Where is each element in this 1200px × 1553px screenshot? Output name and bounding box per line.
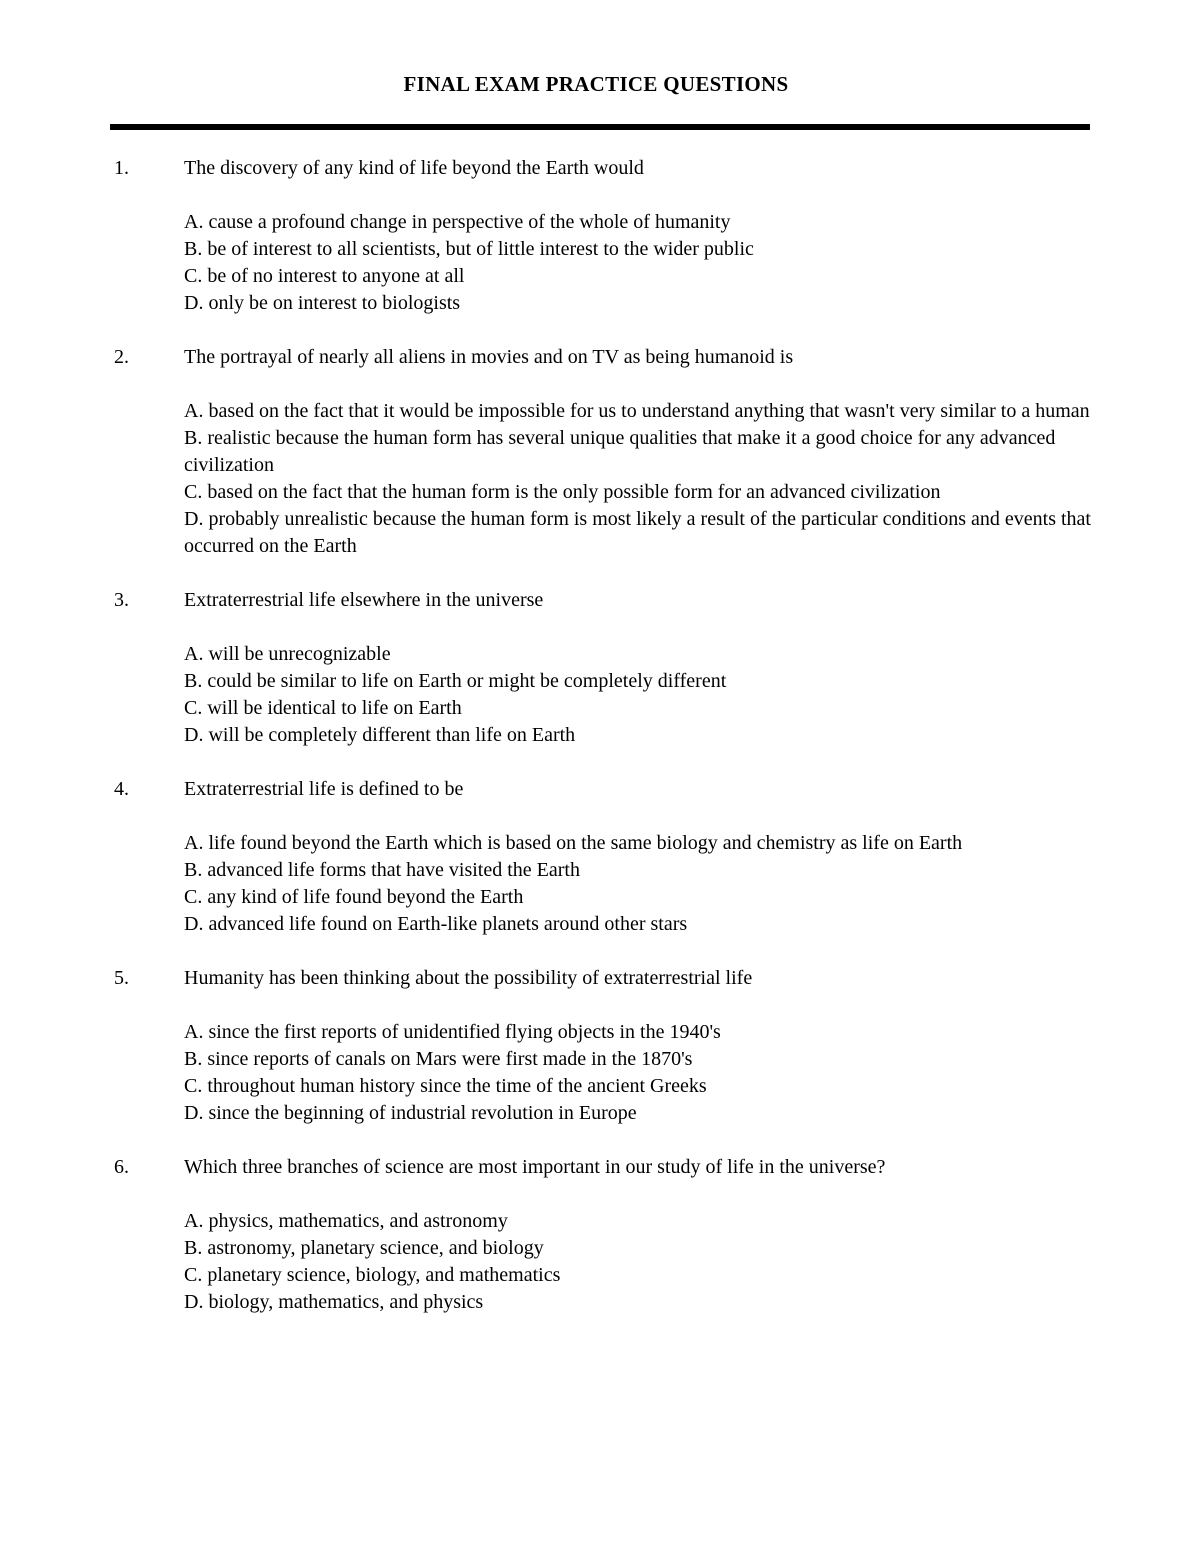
answer-option-b: B. advanced life forms that have visited the Earth	[184, 859, 580, 881]
question-number: 3.	[114, 589, 129, 611]
answer-options	[184, 209, 1120, 317]
answer-option-b: B. astronomy, planetary science, and biology	[184, 1237, 544, 1259]
answer-option-a: A. cause a profound change in perspective of the whole of humanity	[184, 211, 731, 233]
question-4	[0, 776, 1200, 938]
question-text: Humanity has been thinking about the possibility of extraterrestrial life	[184, 967, 753, 989]
answer-option-a: A. life found beyond the Earth which is based on the same biology and chemistry as life on Earth	[184, 832, 963, 854]
answer-option-c: C. throughout human history since the time of the ancient Greeks	[184, 1075, 707, 1097]
answer-option-d: D. biology, mathematics, and physics	[184, 1291, 484, 1313]
answer-option-d: D. since the beginning of industrial revolution in Europe	[184, 1102, 637, 1124]
answer-options	[184, 830, 1120, 938]
answer-option-c: C. based on the fact that the human form is the only possible form for an advanced civilization	[184, 481, 941, 503]
question-6	[0, 1154, 1200, 1316]
question-1	[0, 155, 1200, 317]
answer-option-a: A. since the first reports of unidentified flying objects in the 1940's	[184, 1021, 721, 1043]
question-5	[0, 965, 1200, 1127]
answer-option-a: A. will be unrecognizable	[184, 643, 391, 665]
question-list	[0, 155, 1200, 1343]
title-rule	[110, 124, 1090, 130]
answer-option-d: D. will be completely different than life on Earth	[184, 724, 576, 746]
answer-options	[184, 1208, 1120, 1316]
question-3	[0, 587, 1200, 749]
question-number: 5.	[114, 967, 129, 989]
page-title: FINAL EXAM PRACTICE QUESTIONS	[403, 72, 789, 96]
question-number: 2.	[114, 346, 129, 368]
answer-option-a: A. physics, mathematics, and astronomy	[184, 1210, 508, 1232]
answer-option-b: B. could be similar to life on Earth or might be completely different	[184, 670, 727, 692]
question-text: The discovery of any kind of life beyond the Earth would	[184, 157, 644, 179]
answer-option-c: C. any kind of life found beyond the Earth	[184, 886, 524, 908]
question-text: Extraterrestrial life is defined to be	[184, 778, 464, 800]
answer-options	[184, 641, 1120, 749]
question-text: The portrayal of nearly all aliens in movies and on TV as being humanoid is	[184, 346, 794, 368]
answer-option-b: B. realistic because the human form has several unique qualities that make it a good choice for any advanced civilization	[184, 427, 1056, 476]
question-text: Which three branches of science are most important in our study of life in the universe?	[184, 1156, 886, 1178]
answer-option-b: B. be of interest to all scientists, but of little interest to the wider public	[184, 238, 754, 260]
question-2	[0, 344, 1200, 560]
answer-options	[184, 1019, 1120, 1127]
answer-option-d: D. probably unrealistic because the human form is most likely a result of the particular conditions and events that occurred on the Earth	[184, 508, 1091, 557]
answer-option-a: A. based on the fact that it would be impossible for us to understand anything that wasn't very similar to a human	[184, 400, 1090, 422]
answer-option-d: D. advanced life found on Earth-like planets around other stars	[184, 913, 688, 935]
answer-option-d: D. only be on interest to biologists	[184, 292, 461, 314]
answer-option-b: B. since reports of canals on Mars were first made in the 1870's	[184, 1048, 693, 1070]
question-number: 6.	[114, 1156, 129, 1178]
answer-option-c: C. will be identical to life on Earth	[184, 697, 462, 719]
question-text: Extraterrestrial life elsewhere in the universe	[184, 589, 544, 611]
answer-option-c: C. planetary science, biology, and mathematics	[184, 1264, 561, 1286]
answer-option-c: C. be of no interest to anyone at all	[184, 265, 465, 287]
answer-options	[184, 398, 1120, 560]
question-number: 1.	[114, 157, 129, 179]
question-number: 4.	[114, 778, 129, 800]
